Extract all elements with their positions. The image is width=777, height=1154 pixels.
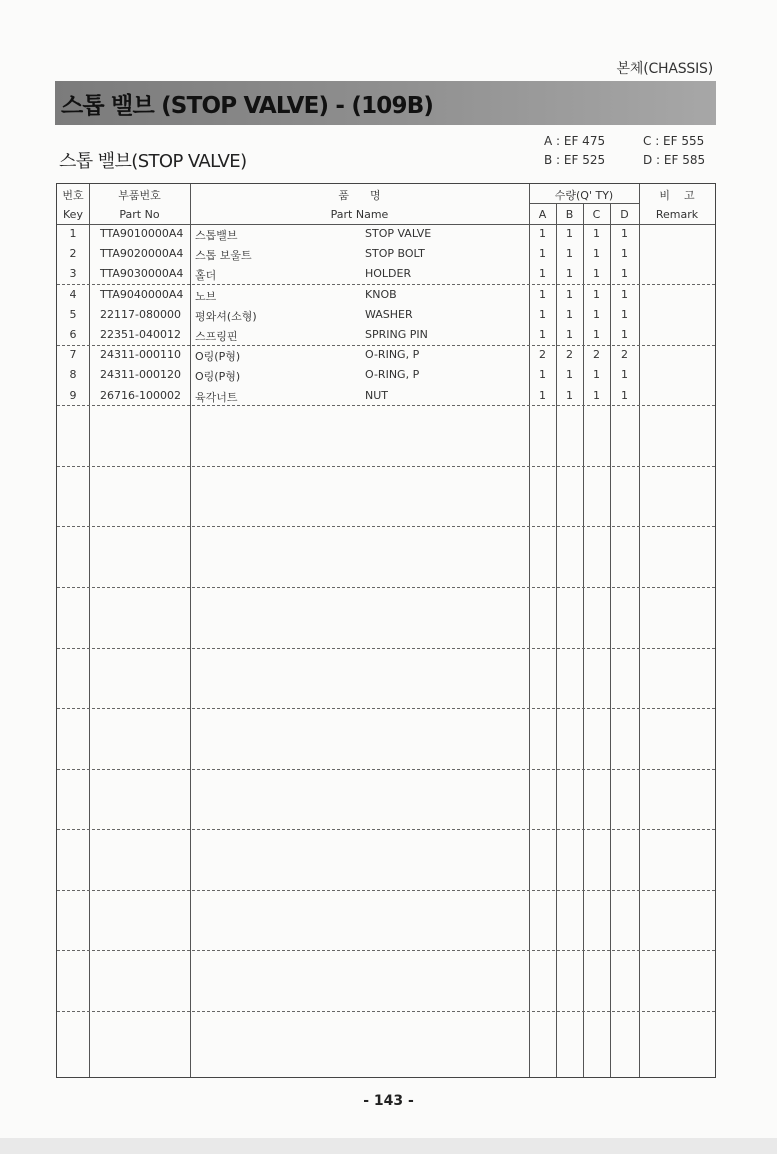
- cell-qty-d: 1: [621, 388, 628, 402]
- cell-name-ko: 스톱 보울트: [195, 249, 252, 263]
- row-group-divider: [57, 405, 715, 406]
- cell-qty-c: 2: [593, 348, 600, 362]
- row-group-divider: [57, 769, 715, 770]
- cell-name-ko: 홀더: [195, 269, 217, 283]
- row-group-divider: [57, 284, 715, 285]
- cell-name-en: O-RING, P: [365, 348, 420, 362]
- row-group-divider: [57, 526, 715, 527]
- cell-name-ko: 스프링핀: [195, 330, 238, 343]
- subtitle: 스톱 밸브(STOP VALVE): [59, 151, 247, 172]
- header-partno-ko: 부품번호: [118, 189, 161, 202]
- cell-qty-b: 1: [566, 368, 573, 382]
- cell-key: 6: [69, 328, 77, 341]
- qty-header-divider: [529, 203, 639, 204]
- cell-key: 2: [69, 247, 77, 261]
- cell-qty-d: 1: [621, 267, 628, 281]
- model-b: B : EF 525: [544, 153, 606, 167]
- col-divider-qty: [639, 184, 640, 1077]
- cell-qty-c: 1: [593, 267, 600, 281]
- cell-qty-a: 1: [539, 328, 546, 341]
- row-group-divider: [57, 890, 715, 891]
- cell-qty-a: 1: [539, 368, 546, 382]
- cell-part-no: 22351-040012: [100, 328, 181, 341]
- model-list: [536, 133, 716, 173]
- cell-qty-d: 2: [621, 348, 628, 362]
- header-remark-en: Remark: [655, 208, 699, 221]
- col-divider-key: [89, 184, 90, 1077]
- cell-key: 3: [69, 267, 77, 281]
- cell-qty-b: 1: [566, 287, 573, 301]
- cell-qty-b: 1: [566, 307, 573, 321]
- header-c: C: [592, 208, 601, 221]
- cell-qty-c: 1: [593, 227, 600, 240]
- header-b: B: [565, 208, 574, 221]
- cell-name-en: STOP BOLT: [365, 247, 425, 261]
- cell-qty-c: 1: [593, 388, 600, 402]
- cell-qty-b: 1: [566, 247, 573, 261]
- cell-key: 7: [69, 348, 77, 362]
- cell-qty-d: 1: [621, 247, 628, 261]
- cell-key: 8: [69, 368, 77, 382]
- cell-name-en: O-RING, P: [365, 368, 420, 382]
- section-label: 본체(CHASSIS): [616, 61, 713, 77]
- row-group-divider: [57, 466, 715, 467]
- cell-part-no: TTA9040000A4: [100, 287, 184, 301]
- cell-name-en: HOLDER: [365, 267, 412, 281]
- row-group-divider: [57, 829, 715, 830]
- cell-name-ko: O링(P형): [195, 370, 241, 384]
- cell-name-en: NUT: [365, 388, 388, 402]
- header-d: D: [620, 208, 629, 221]
- row-group-divider: [57, 950, 715, 951]
- cell-name-ko: 평와셔(소형): [195, 309, 257, 323]
- cell-qty-a: 1: [539, 388, 546, 402]
- model-c: C : EF 555: [643, 134, 705, 148]
- cell-qty-a: 1: [539, 307, 546, 321]
- cell-qty-a: 1: [539, 247, 546, 261]
- row-group-divider: [57, 648, 715, 649]
- row-group-divider: [57, 1011, 715, 1012]
- model-a: A : EF 475: [544, 134, 606, 148]
- cell-qty-a: 1: [539, 227, 546, 240]
- header-name-ko: 품 명: [338, 189, 381, 202]
- header-key-ko: 번호: [62, 189, 84, 202]
- cell-name-ko: 스톱밸브: [195, 229, 238, 242]
- header-name-en: Part Name: [330, 208, 389, 221]
- model-d: D : EF 585: [643, 153, 706, 167]
- header-key-en: Key: [63, 208, 83, 221]
- cell-part-no: 26716-100002: [100, 388, 181, 402]
- cell-qty-a: 2: [539, 348, 546, 362]
- cell-qty-c: 1: [593, 247, 600, 261]
- cell-qty-c: 1: [593, 307, 600, 321]
- cell-qty-d: 1: [621, 328, 628, 341]
- cell-key: 5: [69, 307, 77, 321]
- row-group-divider: [57, 587, 715, 588]
- cell-name-en: STOP VALVE: [365, 227, 432, 240]
- cell-qty-d: 1: [621, 227, 628, 240]
- cell-part-no: TTA9010000A4: [100, 227, 184, 240]
- cell-qty-a: 1: [539, 267, 546, 281]
- header-bottom-line: [57, 224, 715, 225]
- cell-qty-b: 1: [566, 388, 573, 402]
- cell-name-ko: 육각너트: [195, 390, 238, 404]
- header-qty-ko: 수량(Q' TY): [554, 189, 614, 202]
- cell-name-ko: 노브: [195, 289, 217, 303]
- cell-part-no: 24311-000110: [100, 348, 181, 362]
- cell-name-en: KNOB: [365, 287, 397, 301]
- header-partno-en: Part No: [119, 208, 160, 221]
- cell-name-ko: O링(P형): [195, 350, 241, 364]
- cell-qty-c: 1: [593, 328, 600, 341]
- cell-qty-b: 1: [566, 267, 573, 281]
- cell-part-no: 22117-080000: [100, 307, 181, 321]
- bottom-margin-band: [0, 1138, 777, 1154]
- cell-qty-d: 1: [621, 368, 628, 382]
- row-group-divider: [57, 708, 715, 709]
- cell-qty-b: 1: [566, 227, 573, 240]
- cell-key: 4: [69, 287, 77, 301]
- page-number: - 143 -: [363, 1093, 414, 1109]
- header-remark-ko: 비 고: [659, 189, 695, 202]
- title-bar: [55, 81, 716, 125]
- cell-qty-c: 1: [593, 287, 600, 301]
- header-a: A: [538, 208, 547, 221]
- title-text: 스톱 밸브 (STOP VALVE) - (109B): [61, 92, 434, 119]
- cell-qty-b: 2: [566, 348, 573, 362]
- row-group-divider: [57, 345, 715, 346]
- cell-key: 1: [69, 227, 77, 240]
- cell-part-no: 24311-000120: [100, 368, 181, 382]
- cell-part-no: TTA9020000A4: [100, 247, 184, 261]
- parts-table: [56, 183, 716, 1078]
- cell-name-en: SPRING PIN: [365, 328, 428, 341]
- cell-part-no: TTA9030000A4: [100, 267, 184, 281]
- cell-qty-c: 1: [593, 368, 600, 382]
- cell-qty-d: 1: [621, 287, 628, 301]
- cell-name-en: WASHER: [365, 307, 413, 321]
- cell-qty-d: 1: [621, 307, 628, 321]
- cell-qty-b: 1: [566, 328, 573, 341]
- cell-key: 9: [69, 388, 77, 402]
- cell-qty-a: 1: [539, 287, 546, 301]
- col-divider-partno: [190, 184, 191, 1077]
